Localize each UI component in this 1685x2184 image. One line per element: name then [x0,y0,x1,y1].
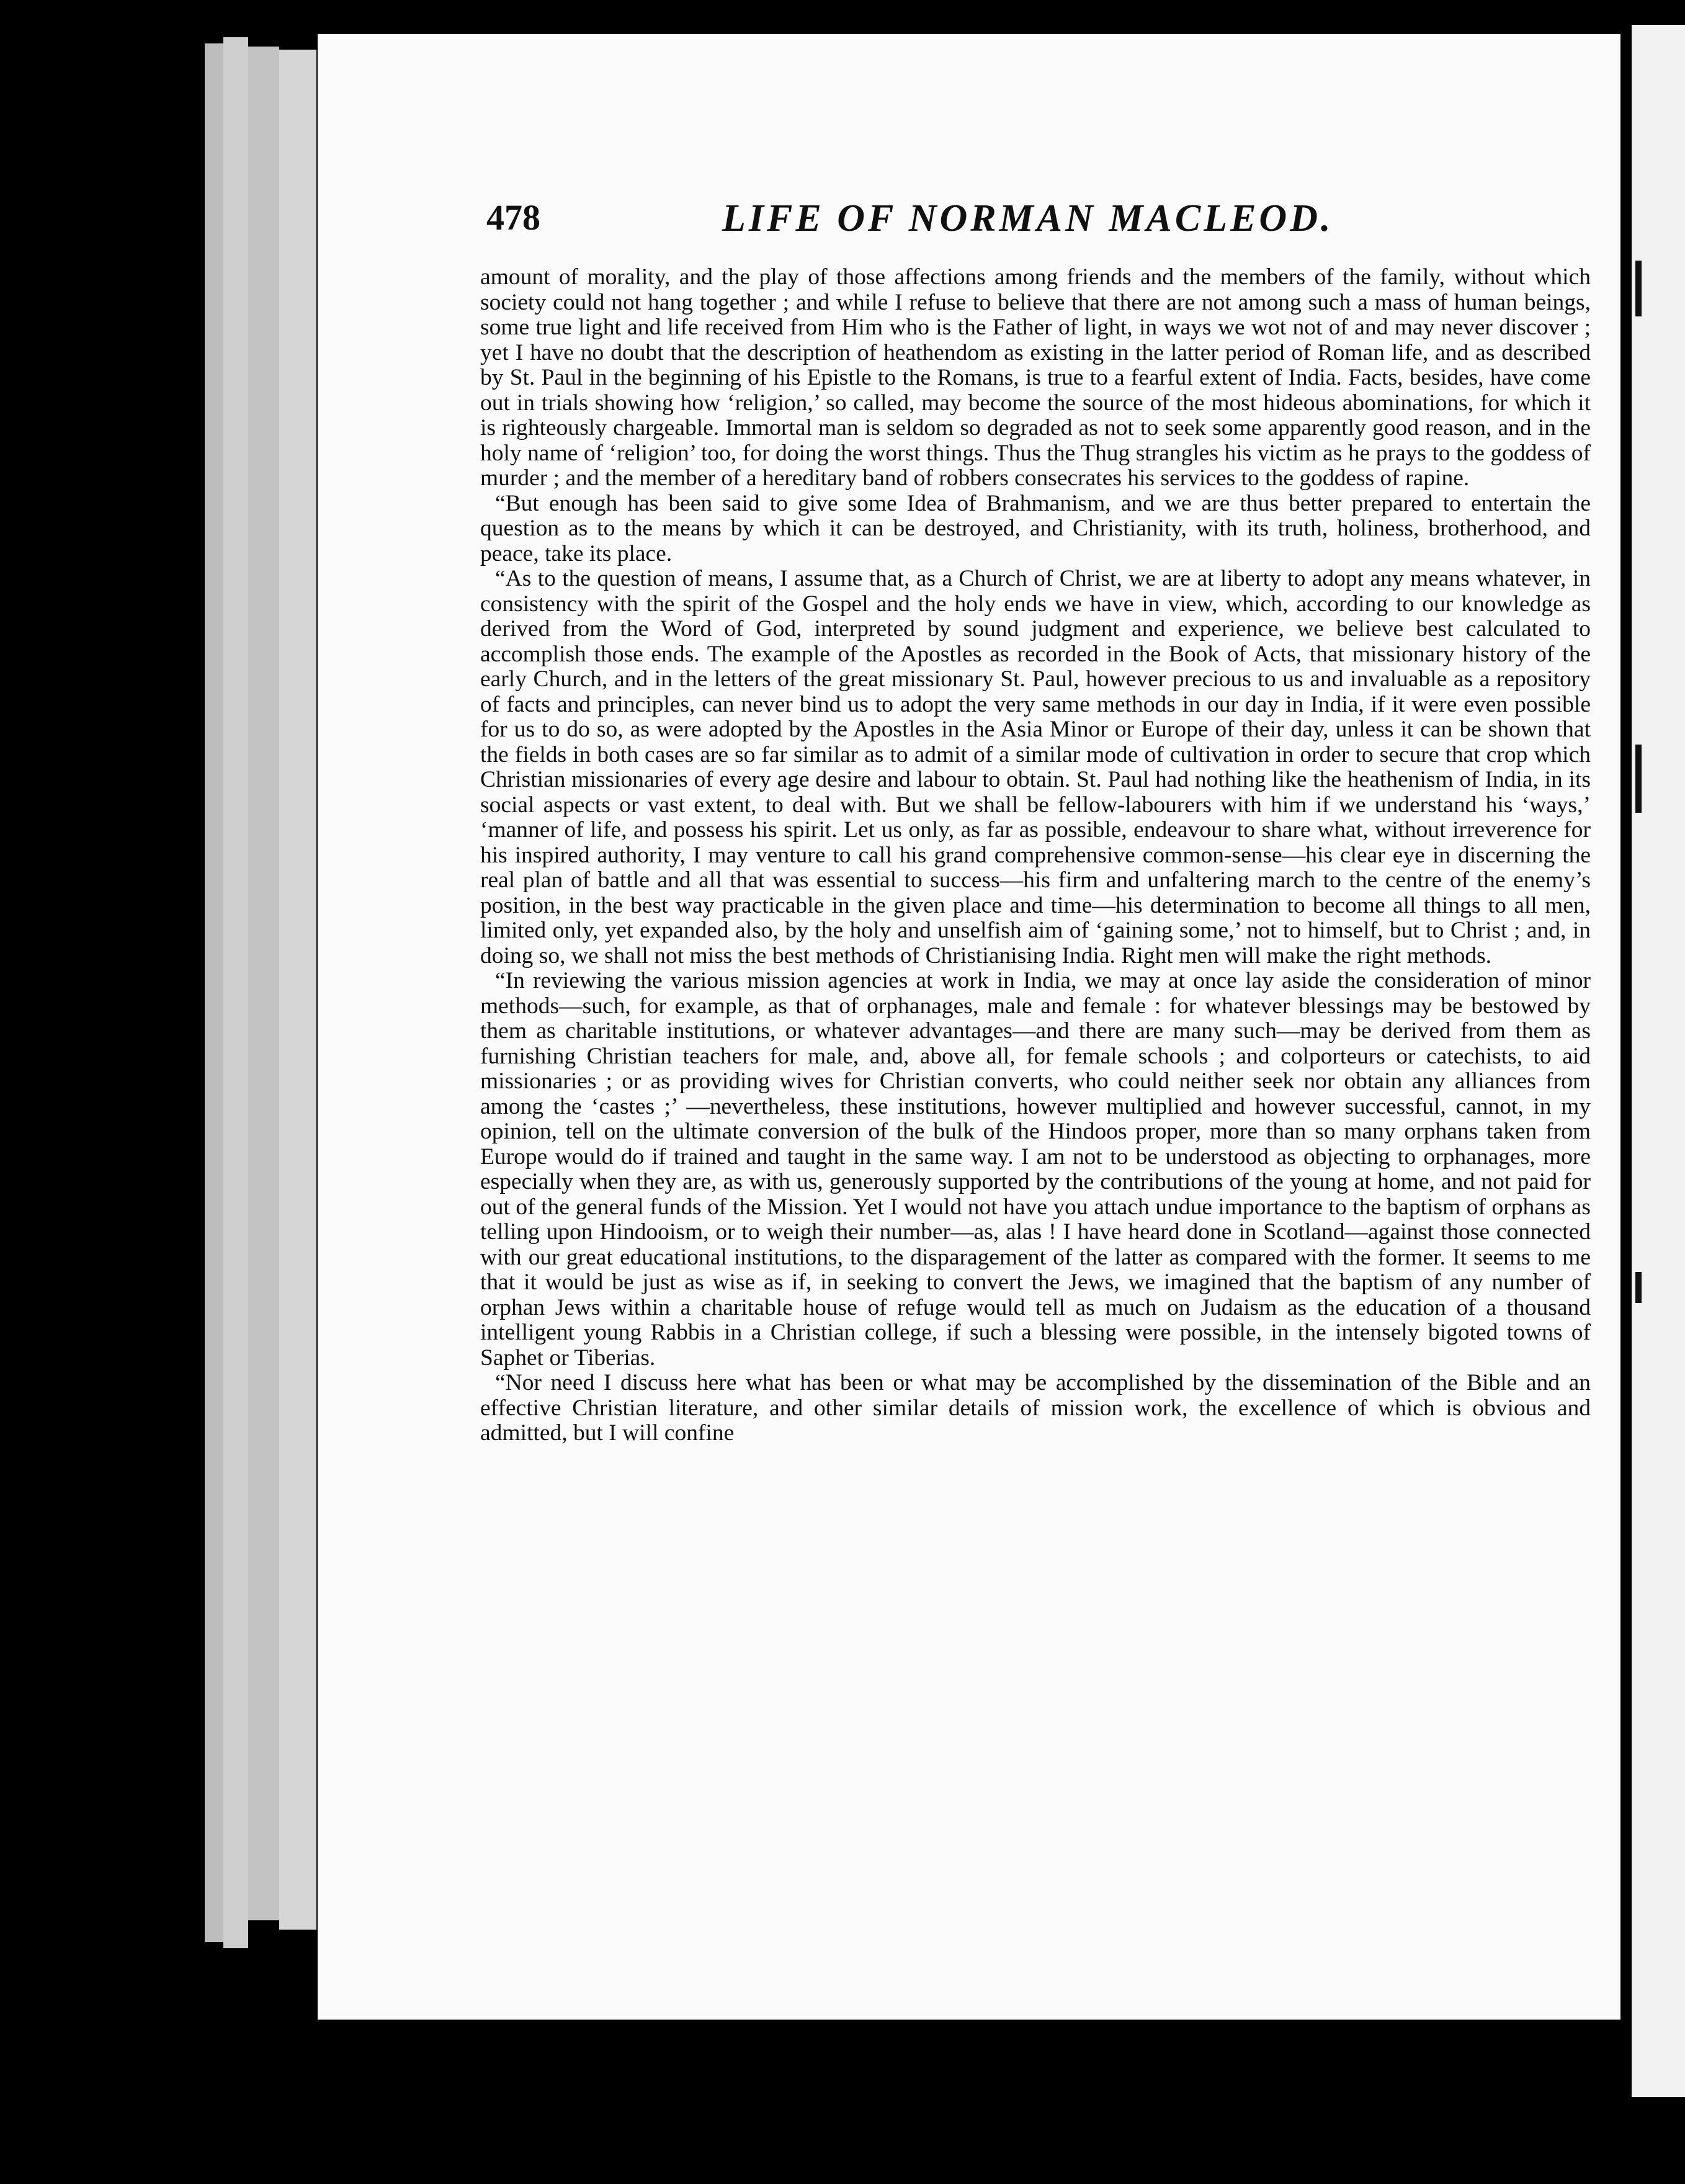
page-number: 478 [486,197,540,238]
paragraph: “As to the question of means, I assume that, as a Church of Christ, we are at liberty to adopt any means whatever, in consistency with the spirit of the Gospel and the holy ends we have in view, which, according to our knowledge as derived from the Word of God, interpreted by sound judgment and experience, we believe best calculated to accomplish those ends. The example of the Apostles as recorded in the Book of Acts, that missionary history of the early Church, and in the letters of the great missionary St. Paul, however precious to us and invaluable as a repository of facts and principles, can never bind us to adopt the very same methods in our day in India, if it were even possible for us to do so, as were adopted by the Apostles in the Asia Minor or Europe of their day, unless it can be shown that the fields in both cases are so far similar as to admit of a similar mode of cultivation in order to secure that crop which Christian missionaries of every age desire and labour to obtain. St. Paul had nothing like the heathenism of India, in its social aspects or vast extent, to deal with. But we shall be fellow-labourers with him if we understand his ‘ways,’ ‘manner of life, and possess his spirit. Let us only, as far as possible, endeavour to share what, without irreverence for his inspired authority, I may venture to call his grand comprehensive common-sense—his clear eye in discerning the real plan of battle and all that was essential to success—his firm and unfaltering march to the centre of the enemy’s position, in the best way practicable in the given place and time—his determination to become all things to all men, limited only, yet expanded also, by the holy and unselfish aim of ‘gaining some,’ not to himself, but to Christ ; and, in doing so, we shall not miss the best methods of Christianising India. Right men will make the right methods. [480,566,1591,969]
page-edge [223,37,248,1948]
paragraph: “But enough has been said to give some Idea of Brahmanism, and we are thus better prepared to entertain the question as to the means by which it can be destroyed, and Christianity, with its truth, holiness, brotherhood, and peace, take its place. [480,490,1591,566]
paragraph: amount of morality, and the play of those affections among friends and the members of the family, without which society could not hang together ; and while I refuse to believe that there are not among such a mass of human beings, some true light and life received from Him who is the Father of light, in ways we wot not of and may never discover ; yet I have no doubt that the description of heathendom as existing in the latter period of Roman life, and as described by St. Paul in the beginning of his Epistle to the Romans, is true to a fearful extent of India. Facts, besides, have come out in trials showing how ‘religion,’ so called, may become the source of the most hideous abominations, for which it is righteously chargeable. Immortal man is seldom so degraded as not to seek some apparently good reason, and in the holy name of ‘religion’ too, for doing the worst things. Thus the Thug strangles his victim as he prays to the goddess of murder ; and the member of a hereditary band of robbers consecrates his services to the goddess of rapine. [480,264,1591,491]
page-header [486,197,1581,246]
book-page [318,34,1620,2020]
paragraph: “In reviewing the various mission agencies at work in India, we may at once lay aside the consideration of minor methods—such, for example, as that of orphanages, male and female : for whatever blessings may be bestowed by them as charitable institutions, or whatever advantages—and there are many such—may be derived from them as furnishing Christian teachers for male, and, above all, for female schools ; and colporteurs or catechists, to aid missionaries ; or as providing wives for Christian converts, who could neither seek nor obtain any alliances from among the ‘castes ;’ —nevertheless, these institutions, however multiplied and however successful, cannot, in my opinion, tell on the ultimate conversion of the bulk of the Hindoos proper, more than so many orphans taken from Europe would do if trained and taught in the same way. I am not to be understood as objecting to orphanages, more especially when they are, as with us, generously supported by the contributions of the young at home, and not paid for out of the general funds of the Mission. Yet I would not have you attach undue importance to the baptism of orphans as telling upon Hindooism, or to weigh their number—as, alas ! I have heard done in Scotland—against those connected with our great educational institutions, to the disparagement of the latter as compared with the former. It seems to me that it would be just as wise as if, in seeking to convert the Jews, we imagined that the baptism of any number of orphan Jews within a charitable house of refuge would tell as much on Judaism as the education of a thousand intelligent young Rabbis in a Christian college, if such a blessing were possible, in the intensely bigoted towns of Saphet or Tiberias. [480,968,1591,1371]
page-edge [279,50,316,1930]
paragraph: “Nor need I discuss here what has been or what may be accomplished by the dissemination of the Bible and an effective Christian literature, and other similar details of mission work, the excellence of which is obvious and admitted, but I will confine [480,1370,1591,1446]
running-title: LIFE OF NORMAN MACLEOD. [722,197,1334,239]
page-edge [248,47,279,1920]
adjacent-page-strip [1632,25,1685,2097]
page-edge [205,43,223,1942]
body-text [480,265,1591,1446]
